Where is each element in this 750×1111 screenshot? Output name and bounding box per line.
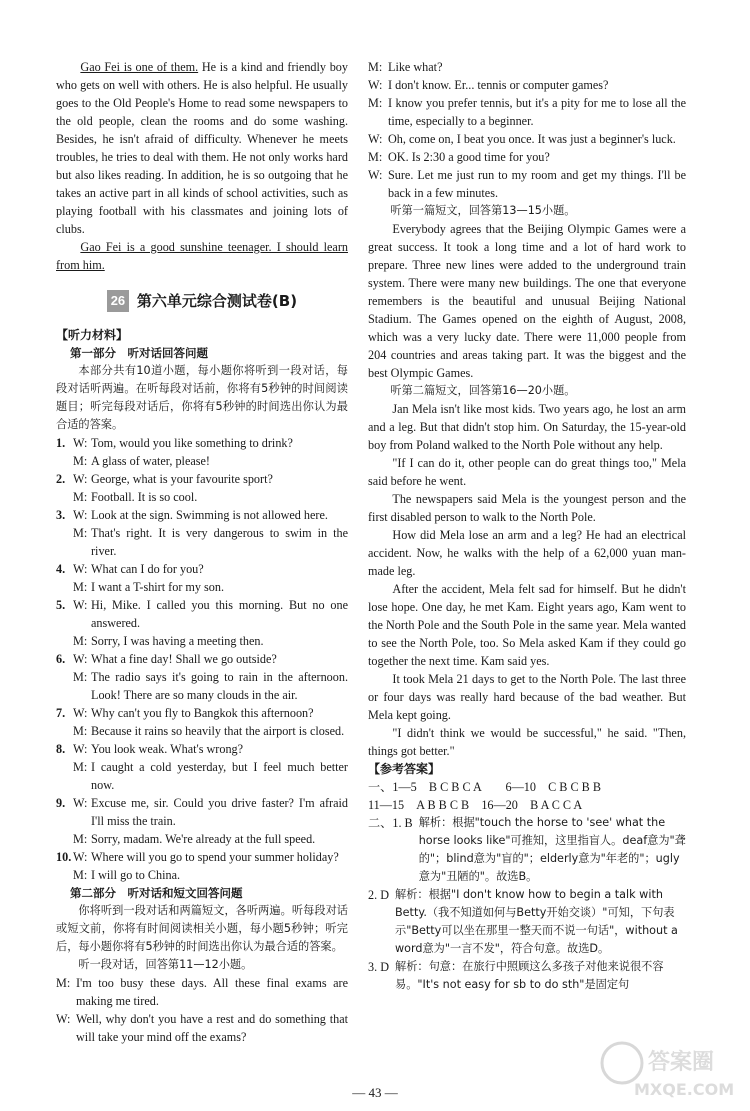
dialogue-line <box>56 1010 348 1046</box>
dialogue-line <box>56 740 348 758</box>
dialogue-line <box>56 848 348 866</box>
essay-closing: Gao Fei is a good sunshine teenager. I should learn from him. <box>56 240 348 272</box>
dialogue-number: 7. <box>56 706 66 720</box>
dialogue-number <box>56 830 73 848</box>
essay-underlined-sentence: Gao Fei is one of them. <box>80 60 199 74</box>
speaker-label: W: <box>73 508 88 522</box>
dialogue-heading: 听一段对话，回答第11—12小题。 <box>78 958 253 971</box>
dialogue-text: Sure. Let me just run to my room and get my things. I'll be back in a few minutes. <box>388 168 686 200</box>
dialogue-line <box>56 794 348 830</box>
long-dialogue-part1 <box>56 974 348 1046</box>
dialogue-number <box>56 578 73 596</box>
dialogue-number: 6. <box>56 652 66 666</box>
essay-paragraph <box>56 58 348 238</box>
dialogue-number: 5. <box>56 598 66 612</box>
part2-intro: 你将听到一段对话和两篇短文，各听两遍。听每段对话或短文前，你将有时间阅读相关小题，每小题5秒钟；听完后，每小题你将有5秒钟的时间选出你认为最合适的答案。 <box>56 904 348 953</box>
dialogue-text: Like what? <box>388 60 443 74</box>
answer-line: 11—15 A B B C B 16—20 B A C C A <box>368 798 583 812</box>
speaker-label: W: <box>56 1012 71 1026</box>
answer-text: 解析：根据"I don't know how to begin a talk with Betty.（我不知道如何与Betty开始交谈）"可知，下句表示"Betty可以坐在那里一整天而不说一句话"，without a word意为"一言不发"，符合句意。故选D。 <box>395 888 678 955</box>
speaker-label: W: <box>73 598 88 612</box>
answer-explanation <box>368 958 686 994</box>
dialogue-text: OK. Is 2:30 a good time for you? <box>388 150 550 164</box>
answer-explanation <box>368 886 686 958</box>
dialogue-text: That's right. It is very dangerous to swim in the river. <box>91 526 348 558</box>
speaker-label: W: <box>73 436 88 450</box>
dialogue-line <box>56 632 348 650</box>
speaker-label: M: <box>73 832 88 846</box>
right-column <box>368 58 686 994</box>
dialogue-text: What a fine day! Shall we go outside? <box>91 652 277 666</box>
speaker-label: M: <box>73 580 88 594</box>
answer-label: 3. D <box>368 960 389 974</box>
speaker-label: W: <box>73 652 88 666</box>
dialogue-text: Because it rains so heavily that the airport is closed. <box>91 724 345 738</box>
dialogue-number <box>56 524 73 560</box>
dialogue-number <box>56 866 73 884</box>
part2-heading: 第二部分 听对话和短文回答问题 <box>70 886 243 900</box>
dialogue-line <box>56 650 348 668</box>
dialogue-number: 8. <box>56 742 66 756</box>
dialogue-number <box>56 758 73 794</box>
answer-text: 解析：句意：在旅行中照顾这么多孩子对他来说很不容易。"It's not easy for sb to do sth"是固定句 <box>395 960 664 991</box>
passage-paragraph: How did Mela lose an arm and a leg? He had an electrical accident. Now, he walks with the help of a 62,000 yuan man-made leg. <box>368 528 686 578</box>
dialogue-number: 3. <box>56 508 66 522</box>
dialogue-number <box>56 452 73 470</box>
left-column <box>56 58 348 1046</box>
speaker-label: M: <box>73 868 88 882</box>
speaker-label: M: <box>56 976 71 990</box>
dialogue-text: A glass of water, please! <box>91 454 210 468</box>
dialogue-number <box>56 722 73 740</box>
passage2-text <box>368 400 686 760</box>
passage-paragraph: "If I can do it, other people can do great things too," Mela said before he went. <box>368 456 686 488</box>
unit-heading <box>56 290 348 312</box>
dialogue-line <box>56 866 348 884</box>
dialogue-text: I know you prefer tennis, but it's a pity for me to lose all the time, especially to a beginner. <box>388 96 686 128</box>
answers-part2 <box>368 814 686 994</box>
speaker-label: W: <box>73 850 88 864</box>
dialogue-text: You look weak. What's wrong? <box>91 742 244 756</box>
dialogue-line <box>56 434 348 452</box>
passage-paragraph: It took Mela 21 days to get to the North Pole. The last three or four days was really hard because of the bad weather. But Mela kept going. <box>368 672 686 722</box>
passage-paragraph: Jan Mela isn't like most kids. Two years ago, he lost an arm and a leg. But that didn't stop him. On Saturday, the 15-year-old boy from Poland walked to the North Pole without any help. <box>368 402 686 452</box>
dialogue-line <box>56 668 348 704</box>
dialogue-line <box>56 578 348 596</box>
speaker-label: W: <box>73 742 88 756</box>
passage-paragraph: The newspapers said Mela is the youngest person and the first disabled person to walk to the North Pole. <box>368 492 686 524</box>
dialogue-line <box>368 130 686 148</box>
dialogue-text: The radio says it's going to rain in the afternoon. Look! There are so many clouds in the air. <box>91 670 348 702</box>
speaker-label: W: <box>73 706 88 720</box>
dialogue-text: Hi, Mike. I called you this morning. But no one answered. <box>91 598 348 630</box>
dialogue-line <box>56 722 348 740</box>
dialogue-number <box>56 632 73 650</box>
dialogue-text: Why can't you fly to Bangkok this afternoon? <box>91 706 314 720</box>
answer-label: 二、1. B <box>368 816 413 830</box>
dialogue-number: 1. <box>56 436 66 450</box>
dialogue-text: Well, why don't you have a rest and do something that will take your mind off the exams? <box>76 1012 348 1044</box>
dialogue-text: Football. It is so cool. <box>91 490 198 504</box>
dialogue-number <box>56 488 73 506</box>
watermark-logo <box>594 1033 744 1103</box>
dialogue-list <box>56 434 348 884</box>
speaker-label: M: <box>73 454 88 468</box>
passage1-heading: 听第一篇短文，回答第13—15小题。 <box>390 204 576 217</box>
passage2-heading: 听第二篇短文，回答第16—20小题。 <box>390 384 576 397</box>
dialogue-text: Sorry, I was having a meeting then. <box>91 634 264 648</box>
svg-text:MXQE.COM: MXQE.COM <box>634 1080 735 1099</box>
dialogue-number <box>56 668 73 704</box>
dialogue-line <box>368 58 686 76</box>
long-dialogue-part2 <box>368 58 686 202</box>
speaker-label: M: <box>73 634 88 648</box>
unit-title: 第六单元综合测试卷(B) <box>136 292 298 310</box>
passage-paragraph: After the accident, Mela felt sad for himself. But he didn't lose hope. One day, he met Kam. Eight years ago, Kam went to the North Pole and the South Pole in the same year. Mela wanted to see the North Pole, too. So Mela asked Kam if they could go together the next time. Kam said yes. <box>368 582 686 668</box>
dialogue-text: Where will you go to spend your summer holiday? <box>91 850 339 864</box>
speaker-label: M: <box>73 724 88 738</box>
dialogue-line <box>56 758 348 794</box>
speaker-label: W: <box>73 562 88 576</box>
answer-line: 一、1—5 B C B C A 6—10 C B C B B <box>368 780 601 794</box>
dialogue-number: 9. <box>56 796 66 810</box>
speaker-label: M: <box>368 150 383 164</box>
speaker-label: M: <box>368 96 383 110</box>
dialogue-text: Excuse me, sir. Could you drive faster? I'm afraid I'll miss the train. <box>91 796 348 828</box>
dialogue-line <box>56 470 348 488</box>
dialogue-line <box>56 830 348 848</box>
answer-explanation <box>368 814 686 886</box>
page-number: — 43 — <box>352 1085 398 1100</box>
dialogue-text: I don't know. Er... tennis or computer games? <box>388 78 609 92</box>
dialogue-line <box>56 704 348 722</box>
speaker-label: M: <box>368 60 383 74</box>
speaker-label: M: <box>73 760 88 774</box>
dialogue-number: 2. <box>56 472 66 486</box>
speaker-label: M: <box>73 526 88 540</box>
answers-part1 <box>368 778 686 814</box>
part1-heading: 第一部分 听对话回答问题 <box>70 346 208 360</box>
dialogue-line <box>56 560 348 578</box>
dialogue-text: George, what is your favourite sport? <box>91 472 273 486</box>
dialogue-text: I'm too busy these days. All these final exams are making me tired. <box>76 976 348 1008</box>
speaker-label: W: <box>368 168 383 182</box>
dialogue-text: Oh, come on, I beat you once. It was just a beginner's luck. <box>388 132 676 146</box>
dialogue-line <box>56 488 348 506</box>
dialogue-line <box>56 506 348 524</box>
dialogue-text: Look at the sign. Swimming is not allowed here. <box>91 508 328 522</box>
answer-text: 解析：根据"touch the horse to 'see' what the horse looks like"可推知，这里指盲人。deaf意为"聋的"；blind意为"盲的"；elderly意为"年老的"；ugly意为"丑陋的"。故选B。 <box>418 816 686 883</box>
dialogue-text: I caught a cold yesterday, but I feel much better now. <box>91 760 348 792</box>
passage-paragraph: "I didn't think we would be successful," he said. "Then, things got better." <box>368 726 686 758</box>
dialogue-line <box>368 148 686 166</box>
speaker-label: W: <box>73 472 88 486</box>
part1-intro: 本部分共有10道小题，每小题你将听到一段对话，每段对话听两遍。在听每段对话前，你将有5秒钟的时间阅读题目；听完每段对话后，你将有5秒钟的时间选出你认为最合适的答案。 <box>56 364 348 431</box>
dialogue-line <box>56 452 348 470</box>
answer-heading: 【参考答案】 <box>368 762 441 776</box>
listening-heading: 【听力材料】 <box>56 328 129 342</box>
dialogue-number: 10. <box>56 850 72 864</box>
speaker-label: W: <box>368 78 383 92</box>
dialogue-line <box>368 94 686 130</box>
unit-number-badge: 26 <box>107 290 129 312</box>
dialogue-number: 4. <box>56 562 66 576</box>
dialogue-line <box>368 76 686 94</box>
essay-body: He is a kind and friendly boy who gets on well with others. He is also helpful. He usually goes to the Old People's Home to read some newspapers to the old people, clean the rooms and do some washing. Besides, he isn't afraid of difficulty. Whenever he meets troubles, he tries to deal with them. He not only works hard but also likes reading. In addition, he is so outgoing that he takes an active part in all kinds of school activities, such as playing football with his classmates and joining lots of clubs. <box>56 60 348 236</box>
speaker-label: M: <box>73 670 88 684</box>
speaker-label: W: <box>73 796 88 810</box>
dialogue-line <box>56 524 348 560</box>
speaker-label: W: <box>368 132 383 146</box>
passage1-text: Everybody agrees that the Beijing Olympic Games were a great success. It took a long time and a lot of hard work to prepare. Three new lines were added to the underground train system. There were many new buildings. The one that everyone remembers is the beautiful and unusual Beijing National Stadium. The Games opened on the eighth of August, 2008, which was a very lucky date. There were 11,000 people from 204 countries and areas taking part. It was the biggest and the best Olympic Games. <box>368 222 686 380</box>
answer-label: 2. D <box>368 888 389 902</box>
dialogue-text: Sorry, madam. We're already at the full speed. <box>91 832 316 846</box>
dialogue-line <box>368 166 686 202</box>
dialogue-text: I want a T-shirt for my son. <box>91 580 225 594</box>
dialogue-line <box>56 974 348 1010</box>
dialogue-line <box>56 596 348 632</box>
dialogue-text: I will go to China. <box>91 868 181 882</box>
svg-text:答案圈: 答案圈 <box>648 1050 715 1075</box>
speaker-label: M: <box>73 490 88 504</box>
dialogue-text: What can I do for you? <box>91 562 204 576</box>
dialogue-text: Tom, would you like something to drink? <box>91 436 293 450</box>
